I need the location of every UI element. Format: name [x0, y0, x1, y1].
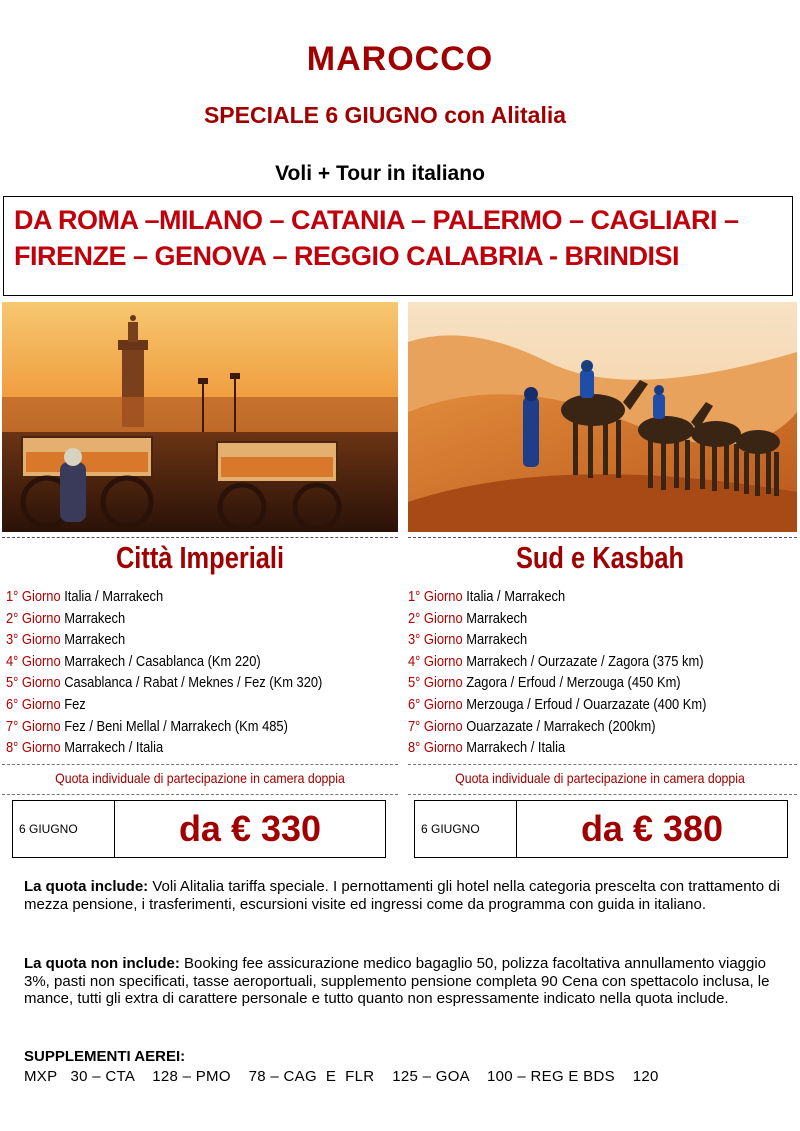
itinerary-day: 7° Giorno Fez / Beni Mellal / Marrakech (Km 485) [6, 717, 288, 735]
itinerary-day: 3° Giorno Marrakech [6, 631, 126, 649]
itinerary-day: 2° Giorno Marrakech [6, 609, 126, 627]
includes-paragraph [24, 878, 794, 913]
tour-title-sud-e-kasbah: Sud e Kasbah [515, 540, 685, 575]
departures-line-1: DA ROMA –MILANO – CATANIA – PALERMO – CAGLIARI – [14, 205, 739, 235]
itinerary-citta-imperiali [6, 586, 322, 759]
itinerary-day: 5° Giorno Zagora / Erfoud / Merzouga (450 Km) [408, 674, 681, 692]
includes-label: La quota include: [24, 878, 149, 895]
price-box-sud-e-kasbah [414, 800, 788, 858]
itinerary-day: 1° Giorno Italia / Marrakech [408, 588, 566, 605]
itinerary-day: 4° Giorno Marrakech / Casablanca (Km 220) [6, 652, 261, 670]
divider-right [408, 537, 797, 538]
departures-box [3, 196, 793, 296]
itinerary-day: 3° Giorno Marrakech [408, 631, 528, 649]
itinerary-day: 4° Giorno Marrakech / Ourzazate / Zagora (375 km) [408, 652, 704, 670]
page-subtitle: SPECIALE 6 GIUGNO con Alitalia [203, 102, 567, 128]
price-box-citta-imperiali [12, 800, 386, 858]
marrakech-market-photo [2, 302, 398, 532]
itinerary-sud-e-kasbah [408, 586, 706, 759]
tour-title-citta-imperiali: Città Imperiali [115, 540, 285, 575]
supplements-list: MXP 30 – CTA 128 – PMO 78 – CAG E FLR 125 – GOA 100 – REG E BDS 120 [24, 1068, 659, 1085]
includes-text: Voli Alitalia tariffa speciale. I pernottamenti gli hotel nella categoria prescelta con trattamento di mezza pensione, i trasferimenti, escursioni visite ed ingressi come da programma con guida in italiano. [24, 878, 780, 913]
price-date: 6 GIUGNO [415, 801, 517, 857]
desert-camels-photo [408, 302, 797, 532]
price-value: da € 380 [580, 808, 724, 849]
tagline: Voli + Tour in italiano [275, 162, 485, 185]
quota-label-right: Quota individuale di partecipazione in camera doppia [455, 770, 745, 786]
excludes-text: Booking fee assicurazione medico bagaglio 50, polizza facoltativa annullamento viaggio 3%, pasti non specificati, tasse aeroportuali, supplemento pensione completa 90 Cena con spettacolo inclusa, le mance, tutti gli extra di carattere personale e tutto quanto non espressamente indicato nella quota include. [24, 955, 770, 1007]
quota-label-left: Quota individuale di partecipazione in camera doppia [55, 770, 345, 786]
divider-left [2, 537, 398, 538]
departures-line-2: FIRENZE – GENOVA – REGGIO CALABRIA - BRINDISI [14, 241, 680, 271]
price-value: da € 330 [178, 808, 322, 849]
itinerary-day: 8° Giorno Marrakech / Italia [6, 739, 164, 757]
itinerary-day: 1° Giorno Italia / Marrakech [6, 588, 164, 605]
itinerary-day: 5° Giorno Casablanca / Rabat / Meknes / Fez (Km 320) [6, 674, 323, 692]
itinerary-day: 6° Giorno Merzouga / Erfoud / Ouarzazate (400 Km) [408, 695, 707, 713]
excludes-label: La quota non include: [24, 955, 180, 972]
supplements-title: SUPPLEMENTI AEREI: [24, 1048, 186, 1065]
itinerary-day: 7° Giorno Ouarzazate / Marrakech (200km) [408, 717, 656, 735]
page-title: MAROCCO [306, 40, 494, 78]
excludes-paragraph [24, 955, 794, 1008]
itinerary-day: 2° Giorno Marrakech [408, 609, 528, 627]
price-date: 6 GIUGNO [13, 801, 115, 857]
itinerary-day: 6° Giorno Fez [6, 695, 86, 713]
itinerary-day: 8° Giorno Marrakech / Italia [408, 739, 566, 757]
